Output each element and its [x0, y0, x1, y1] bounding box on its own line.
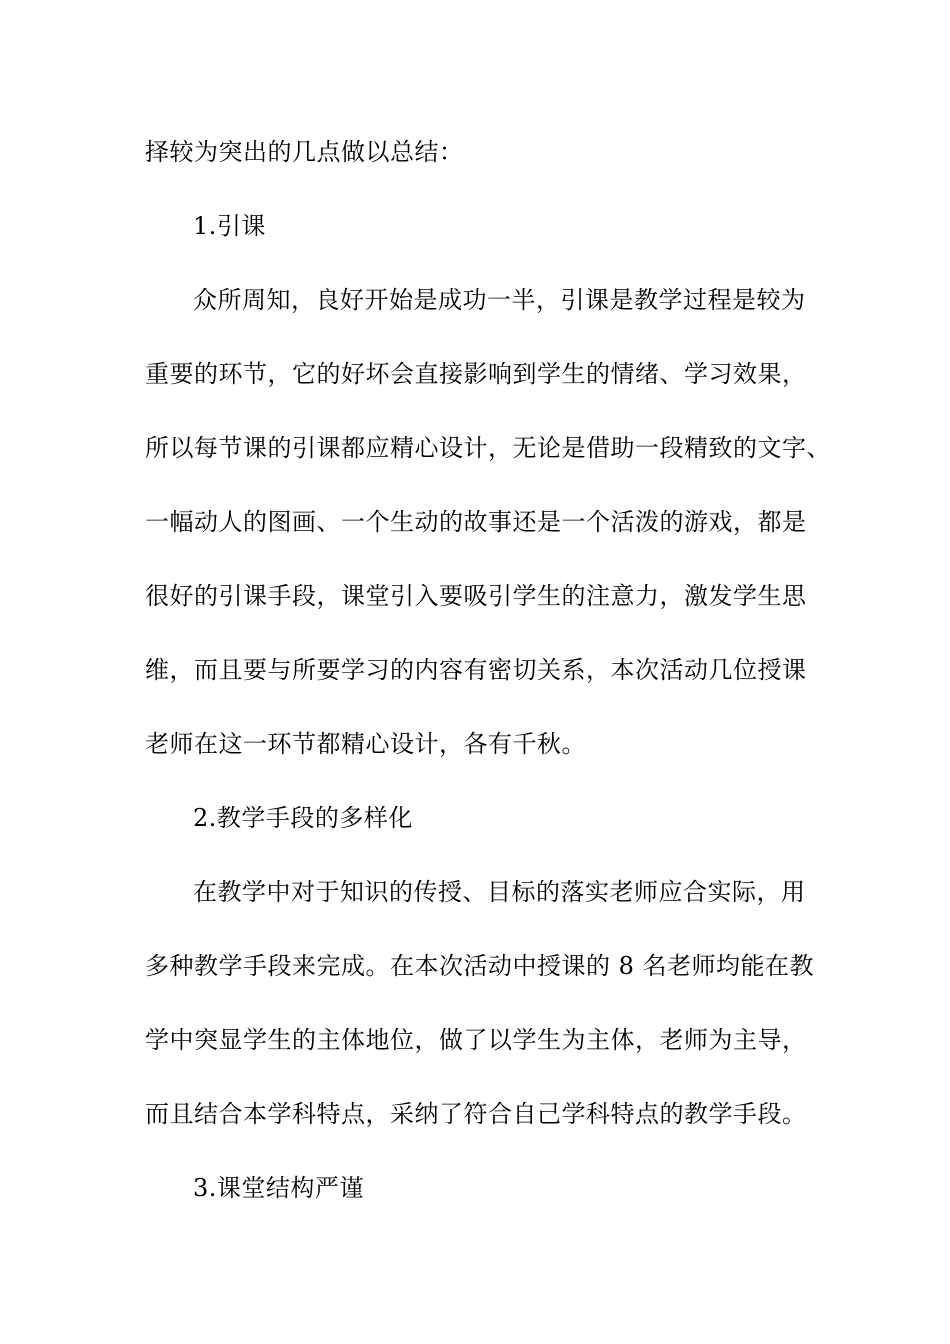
paragraph-line: 多种教学手段来完成。在本次活动中授课的 8 名老师均能在教: [145, 952, 815, 980]
section-heading: 2.教学手段的多样化: [193, 804, 413, 832]
section-heading: 1.引课: [193, 212, 266, 240]
paragraph-line: 很好的引课手段，课堂引入要吸引学生的注意力，激发学生思: [145, 582, 807, 610]
section-heading: 3.课堂结构严谨: [193, 1174, 364, 1202]
paragraph-line: 而且结合本学科特点，采纳了符合自己学科特点的教学手段。: [145, 1100, 807, 1128]
paragraph-line: 老师在这一环节都精心设计，各有千秋。: [145, 730, 586, 758]
paragraph-line: 重要的环节，它的好坏会直接影响到学生的情绪、学习效果，: [145, 360, 807, 388]
paragraph-line: 众所周知，良好开始是成功一半，引课是教学过程是较为: [193, 286, 806, 314]
paragraph-line: 一幅动人的图画、一个生动的故事还是一个活泼的游戏，都是: [145, 508, 807, 536]
paragraph-line: 在教学中对于知识的传授、目标的落实老师应合实际，用: [193, 878, 806, 906]
paragraph-line: 学中突显学生的主体地位，做了以学生为主体，老师为主导，: [145, 1026, 807, 1054]
paragraph-line: 所以每节课的引课都应精心设计，无论是借助一段精致的文字、: [145, 434, 831, 462]
paragraph-line: 择较为突出的几点做以总结：: [145, 138, 464, 166]
paragraph-line: 维，而且要与所要学习的内容有密切关系，本次活动几位授课: [145, 656, 807, 684]
